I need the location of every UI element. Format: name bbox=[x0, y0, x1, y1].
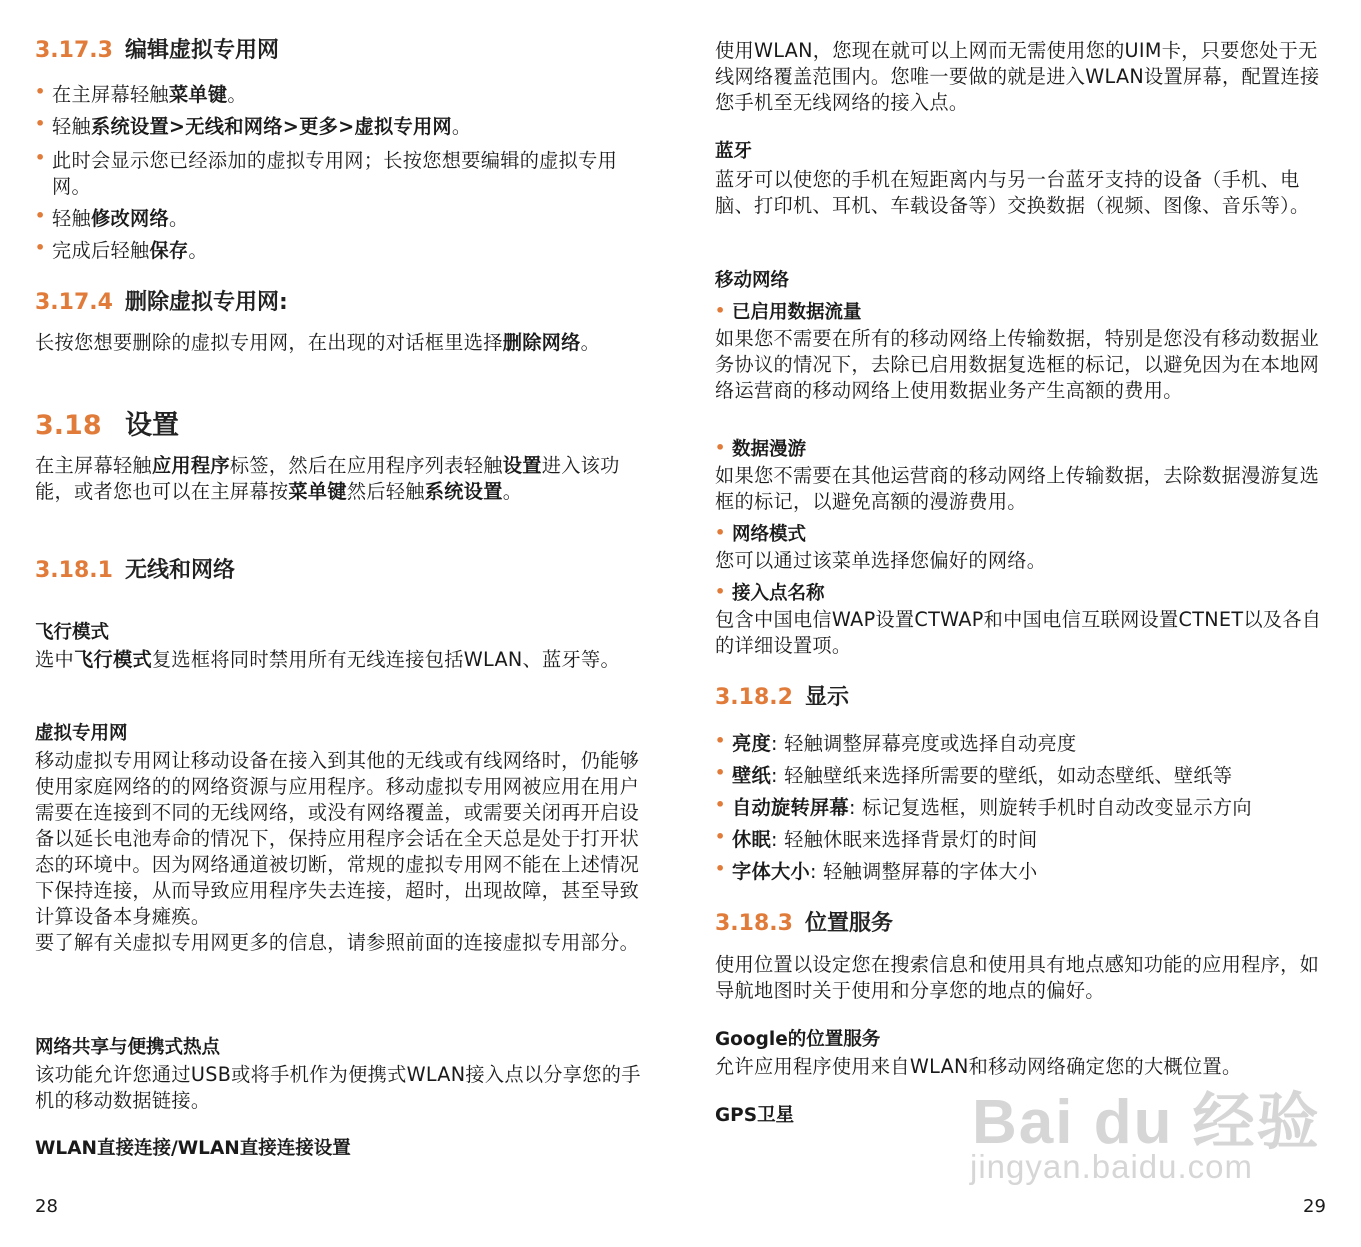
section-3-18-3-heading: 3.18.3 位置服务 bbox=[715, 911, 894, 936]
tethering-label: 网络共享与便携式热点 bbox=[35, 1037, 221, 1058]
google-location-text: 允许应用程序使用来自WLAN和移动网络确定您的大概位置。 bbox=[715, 1055, 1242, 1078]
gps-label: GPS卫星 bbox=[715, 1105, 795, 1126]
bullet-icon: • bbox=[715, 582, 726, 601]
left-page bbox=[0, 0, 680, 1247]
bullet-icon: • bbox=[35, 114, 46, 133]
bullet-icon: • bbox=[715, 859, 726, 878]
bullet-icon: • bbox=[715, 438, 726, 457]
flight-mode-text: 选中飞行模式复选框将同时禁用所有无线连接包括WLAN、蓝牙等。 bbox=[35, 648, 620, 671]
bullet-icon: • bbox=[35, 238, 46, 257]
section-3-17-4-text: 长按您想要删除的虚拟专用网，在出现的对话框里选择删除网络。 bbox=[35, 331, 601, 354]
section-3-17-3-list: • 在主屏幕轻触菜单键。 • 轻触系统设置>无线和网络>更多>虚拟专用网。 • 此时会显示您已经添加的虚拟专用网；长按您想要编辑的虚拟专用网。 • 轻触修改网络。 • 完成后轻触保存。 bbox=[35, 82, 618, 262]
bullet-icon: • bbox=[715, 763, 726, 782]
baidu-watermark-url: jingyan.baidu.com bbox=[970, 1148, 1253, 1185]
bullet-icon: • bbox=[715, 301, 726, 320]
bullet-icon: • bbox=[715, 795, 726, 814]
vpn-text bbox=[35, 748, 647, 956]
section-3-17-3-heading: 3.17.3 编辑虚拟专用网 bbox=[35, 38, 280, 63]
bullet-icon: • bbox=[35, 82, 46, 101]
wlan-direct-label: WLAN直接连接/WLAN直接连接设置 bbox=[35, 1138, 351, 1159]
bluetooth-label: 蓝牙 bbox=[715, 141, 753, 162]
section-3-18-2-heading: 3.18.2 显示 bbox=[715, 685, 850, 710]
section-3-18-1-heading: 3.18.1 无线和网络 bbox=[35, 558, 236, 583]
bullet-icon: • bbox=[35, 148, 46, 167]
section-3-17-4-heading: 3.17.4 删除虚拟专用网: bbox=[35, 290, 288, 315]
mobile-network-label: 移动网络 bbox=[715, 270, 790, 291]
bullet-icon: • bbox=[715, 523, 726, 542]
vpn-paragraph-2: 要了解有关虚拟专用网更多的信息，请参照前面的连接虚拟专用部分。 bbox=[35, 931, 640, 954]
bullet-icon: • bbox=[35, 206, 46, 225]
tethering-text: 该功能允许您通过USB或将手机作为便携式WLAN接入点以分享您的手机的移动数据链接。 bbox=[35, 1063, 641, 1112]
display-list: • 亮度: 轻触调整屏幕亮度或选择自动亮度 • 壁纸: 轻触壁纸来选择所需要的壁纸，如动态壁纸、壁纸等 • 自动旋转屏幕: 标记复选框，则旋转手机时自动改变显示方向 • 休眠: 轻触休眠来选择背景灯的时间 • 字体大小: 轻触调整屏幕的字体大小 bbox=[715, 731, 1252, 883]
baidu-watermark-logo: Bai du 经验 bbox=[972, 1088, 1321, 1157]
bullet-icon: • bbox=[715, 731, 726, 750]
page-number-right: 29 bbox=[1303, 1196, 1326, 1217]
right-page: 使用WLAN，您现在就可以上网而无需使用您的UIM卡，只要您处于无线网络覆盖范围内。您唯一要做的就是进入WLAN设置屏幕，配置连接您手机至无线网络的接入点。 蓝牙 蓝牙可以使您的手机在短距离内与另一台蓝牙支持的设备（手机、电脑、打印机、耳机、车载设备等）交换数据（视频、图像、音乐等）。 移动网络 • 已启用数据流量 如果您不需要在所有的移动网络上传输数据，特别是您没有移动数据业务协议的情况下，去除已启用数据复选框的标记，以避免因为在本地网络运营商的移动网络上使用数据业务产生高额的费用。 • 数据漫游 如果您不需要在其他运营商的移动网络上传输数据，去除数据漫游复选框的标记，以避免高额的漫游费用。 • 网络模式 您可以通过该菜单选择您偏好的网络。 • 接入点名称 包含中国电信WAP设置CTWAP和中国电信互联网设置CTNET以及各自的详细设置项。 3.18.2 显示 • 亮度: 轻触调整屏幕亮度或选择自动亮度 • 壁纸: 轻触壁纸来选择所需要的壁纸，如动态壁纸、壁纸等 • 自动旋转屏幕: 标记复选框，则旋转手机时自动改变显示方向 • 休眠: 轻触休眠来选择背景灯的时间 • 字体大小: 轻触调整屏幕的字体大小 3.18.3 位置服务 使用位置以设定您在搜索信息和使用具有地点感知功能的应用程序，如导航地图时关于使用和分享您的地点的偏好。 Google的位置服务 允许应用程序使用来自WLAN和移动网络确定您的大概位置。 GPS卫星 29 Bai du 经验 jingyan.baidu.com bbox=[680, 0, 1361, 1247]
location-text: 使用位置以设定您在搜索信息和使用具有地点感知功能的应用程序，如导航地图时关于使用和分享您的地点的偏好。 bbox=[715, 953, 1320, 1002]
flight-mode-label: 飞行模式 bbox=[35, 622, 110, 643]
wlan-text: 使用WLAN，您现在就可以上网而无需使用您的UIM卡，只要您处于无线网络覆盖范围内。您唯一要做的就是进入WLAN设置屏幕，配置连接您手机至无线网络的接入点。 bbox=[715, 39, 1320, 114]
page-number-left: 28 bbox=[35, 1196, 58, 1217]
section-3-18-heading: 3.18 设置 bbox=[35, 410, 179, 441]
bullet-icon: • bbox=[715, 827, 726, 846]
vpn-paragraph-1: 移动虚拟专用网让移动设备在接入到其他的无线或有线网络时，仍能够使用家庭网络的的网络资源与应用程序。移动虚拟专用网被应用在用户需要在连接到不同的无线网络，或没有网络覆盖，或需要关闭再开启设备以延长电池寿命的情况下，保持应用程序会话在全天总是处于打开状态的环境中。因为网络通道被切断，常规的虚拟专用网不能在上述情况下保持连接，从而导致应用程序失去连接，超时，出现故障，甚至导致计算设备本身瘫痪。 bbox=[35, 749, 640, 928]
section-3-18-text: 在主屏幕轻触应用程序标签，然后在应用程序列表轻触设置进入该功能，或者您也可以在主屏幕按菜单键然后轻触系统设置。 bbox=[35, 454, 620, 503]
google-location-label: Google的位置服务 bbox=[715, 1029, 881, 1050]
vpn-label: 虚拟专用网 bbox=[35, 723, 128, 744]
bluetooth-text: 蓝牙可以使您的手机在短距离内与另一台蓝牙支持的设备（手机、电脑、打印机、耳机、车载设备等）交换数据（视频、图像、音乐等）。 bbox=[715, 168, 1310, 217]
